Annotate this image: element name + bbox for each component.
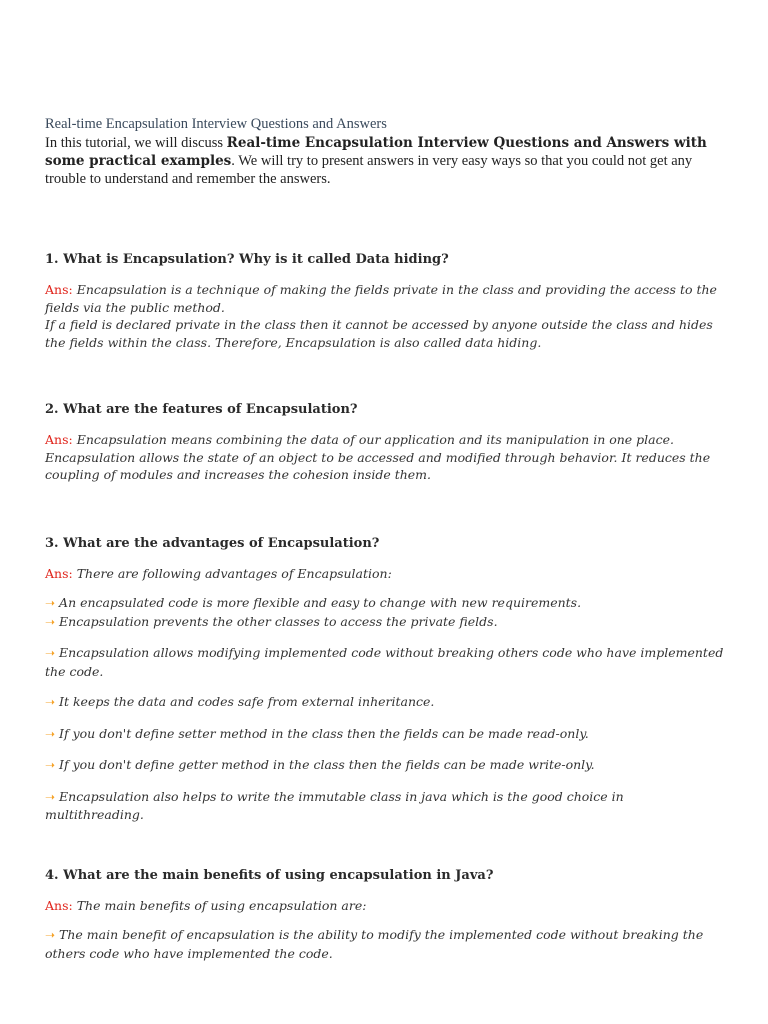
ans-label: Ans: — [45, 432, 73, 447]
list-item: ➝ An encapsulated code is more flexible and easy to change with new requirements. — [45, 595, 582, 610]
intro-pre: In this tutorial, we will discuss — [45, 135, 227, 151]
answer-3 — [45, 565, 725, 583]
answer-3-text: There are following advantages of Encapsulation: — [76, 565, 392, 581]
list-item: ➝ If you don't define getter method in the class then the fields can be made write-only. — [45, 757, 595, 772]
list-item: ➝ If you don't define setter method in the class then the fields can be made read-only. — [45, 725, 589, 741]
question-4: 4. What are the main benefits of using encapsulation in Java? — [45, 867, 494, 883]
answer-4 — [45, 897, 725, 915]
arrow-icon: ➝ — [45, 758, 56, 772]
list-item: ➝ It keeps the data and codes safe from external inheritance. — [45, 694, 435, 709]
list-item: ➝ Encapsulation also helps to write the immutable class in java which is the good choice in multithreading. — [45, 788, 624, 822]
list-item: ➝ Encapsulation prevents the other classes to access the private fields. — [45, 613, 498, 629]
arrow-icon: ➝ — [45, 646, 56, 660]
ans-label: Ans: — [45, 897, 73, 913]
question-1: 1. What is Encapsulation? Why is it called Data hiding? — [45, 252, 449, 267]
question-2: 2. What are the features of Encapsulation? — [45, 402, 358, 417]
list-item: ➝ Encapsulation allows modifying implemented code without breaking others code who have implemented the code. — [45, 645, 724, 679]
page-title: Real-time Encapsulation Interview Questions and Answers — [45, 116, 387, 132]
intro-post: . We will try to present answers in very easy ways so that you could not get any trouble to understand and remember the answers. — [45, 153, 693, 187]
answer-2-text: Encapsulation means combining the data of our application and its manipulation in one place. — [76, 432, 674, 447]
arrow-icon: ➝ — [45, 695, 56, 709]
arrow-icon: ➝ — [45, 726, 56, 741]
answer-2-extra: Encapsulation allows the state of an object to be accessed and modified through behavior. It reduces the coupling of modules and increases the cohesion inside them. — [45, 449, 711, 482]
intro-paragraph — [45, 134, 725, 188]
answer-2 — [45, 431, 725, 449]
answer-1 — [45, 281, 725, 316]
arrow-icon: ➝ — [45, 614, 56, 629]
answer-1-text: Encapsulation is a technique of making the fields private in the class and providing the access to the fields via the public method. — [45, 282, 717, 315]
ans-label: Ans: — [45, 565, 73, 581]
document-body — [45, 115, 725, 962]
list-item: ➝ The main benefit of encapsulation is the ability to modify the implemented code without breaking the others code who have implemented the code. — [45, 927, 704, 961]
arrow-icon: ➝ — [45, 596, 56, 610]
intro-bold: Real-time Encapsulation Interview Questions and Answers with some practical examples — [45, 135, 707, 169]
answer-4-text: The main benefits of using encapsulation are: — [76, 897, 367, 913]
question-3: 3. What are the advantages of Encapsulation? — [45, 535, 380, 551]
arrow-icon: ➝ — [45, 789, 56, 804]
ans-label: Ans: — [45, 282, 73, 297]
answer-1-extra: If a field is declared private in the class then it cannot be accessed by anyone outside the class and hides the fields within the class. Therefore, Encapsulation is also called data hiding. — [45, 317, 713, 350]
arrow-icon: ➝ — [45, 928, 56, 942]
